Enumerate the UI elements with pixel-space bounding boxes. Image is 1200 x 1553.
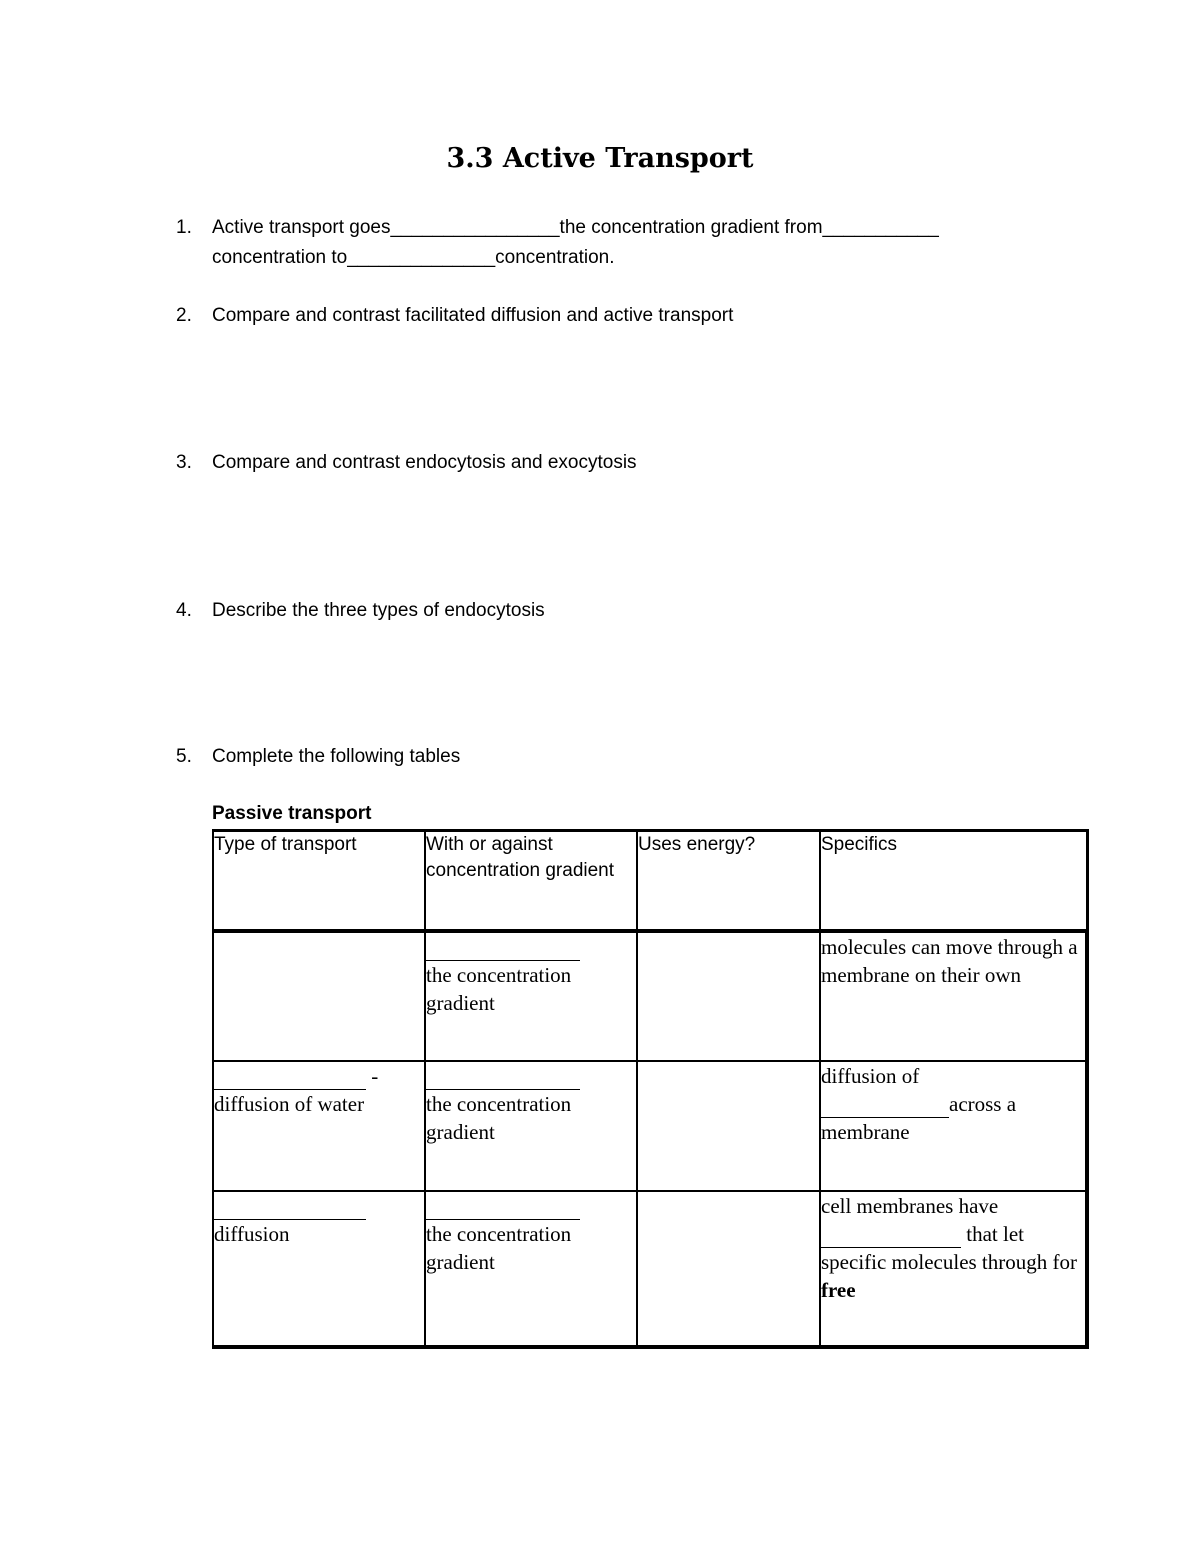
question-text: Complete the following tables: [212, 746, 461, 767]
cell-type[interactable]: [213, 931, 425, 1061]
cell-energy[interactable]: [637, 1191, 820, 1347]
cell-text: the concentration gradient: [426, 963, 572, 1015]
header-gradient: With or against concentration gradient: [425, 831, 637, 932]
question-text: Compare and contrast facilitated diffusion and active transport: [212, 305, 734, 326]
question-text-line1: Active transport goes________________the concentration gradient from___________: [212, 217, 939, 238]
header-type: Type of transport: [213, 831, 425, 932]
question-text-line2: concentration to______________concentration.: [212, 247, 615, 268]
cell-text: -: [366, 1064, 379, 1088]
fill-in-blank[interactable]: [821, 1225, 961, 1248]
cell-type[interactable]: [213, 1061, 425, 1191]
question-number: 1.: [176, 217, 192, 238]
cell-text: diffusion of: [821, 1064, 920, 1088]
table-row: [213, 931, 1087, 1061]
cell-gradient[interactable]: [425, 1061, 637, 1191]
fill-in-blank[interactable]: [214, 1197, 366, 1220]
table-header-row: [213, 831, 1087, 932]
cell-text: the concentration gradient: [426, 1092, 572, 1144]
table-row: [213, 1061, 1087, 1191]
cell-gradient[interactable]: [425, 1191, 637, 1347]
cell-text: that let specific molecules through for: [821, 1222, 1077, 1274]
cell-type[interactable]: [213, 1191, 425, 1347]
cell-gradient[interactable]: [425, 931, 637, 1061]
cell-text: the concentration gradient: [426, 1222, 572, 1274]
fill-in-blank[interactable]: [426, 938, 580, 961]
fill-in-blank[interactable]: [821, 1095, 949, 1118]
header-energy: Uses energy?: [637, 831, 820, 932]
cell-text: diffusion of water: [214, 1092, 365, 1116]
cell-specifics: [820, 1191, 1087, 1347]
page-title: 3.3 Active Transport: [446, 143, 754, 174]
fill-in-blank[interactable]: [426, 1067, 580, 1090]
table-caption: Passive transport: [212, 803, 372, 824]
cell-specifics: [820, 931, 1087, 1061]
question-number: 2.: [176, 305, 192, 326]
cell-specifics: [820, 1061, 1087, 1191]
passive-transport-table: [212, 829, 1089, 1349]
fill-in-blank[interactable]: [426, 1197, 580, 1220]
cell-text: across a membrane: [821, 1092, 1017, 1144]
header-specifics: Specifics: [820, 831, 1087, 932]
cell-text: cell membranes have: [821, 1194, 999, 1218]
cell-energy[interactable]: [637, 1061, 820, 1191]
table-row: [213, 1191, 1087, 1347]
cell-energy[interactable]: [637, 931, 820, 1061]
question-number: 4.: [176, 600, 192, 621]
question-text: Compare and contrast endocytosis and exocytosis: [212, 452, 637, 473]
emphasis-text: free: [821, 1278, 856, 1302]
fill-in-blank[interactable]: [214, 1067, 366, 1090]
cell-text: molecules can move through a membrane on their own: [821, 935, 1078, 987]
question-number: 3.: [176, 452, 192, 473]
question-number: 5.: [176, 746, 192, 767]
question-text: Describe the three types of endocytosis: [212, 600, 545, 621]
cell-text: diffusion: [214, 1222, 290, 1246]
